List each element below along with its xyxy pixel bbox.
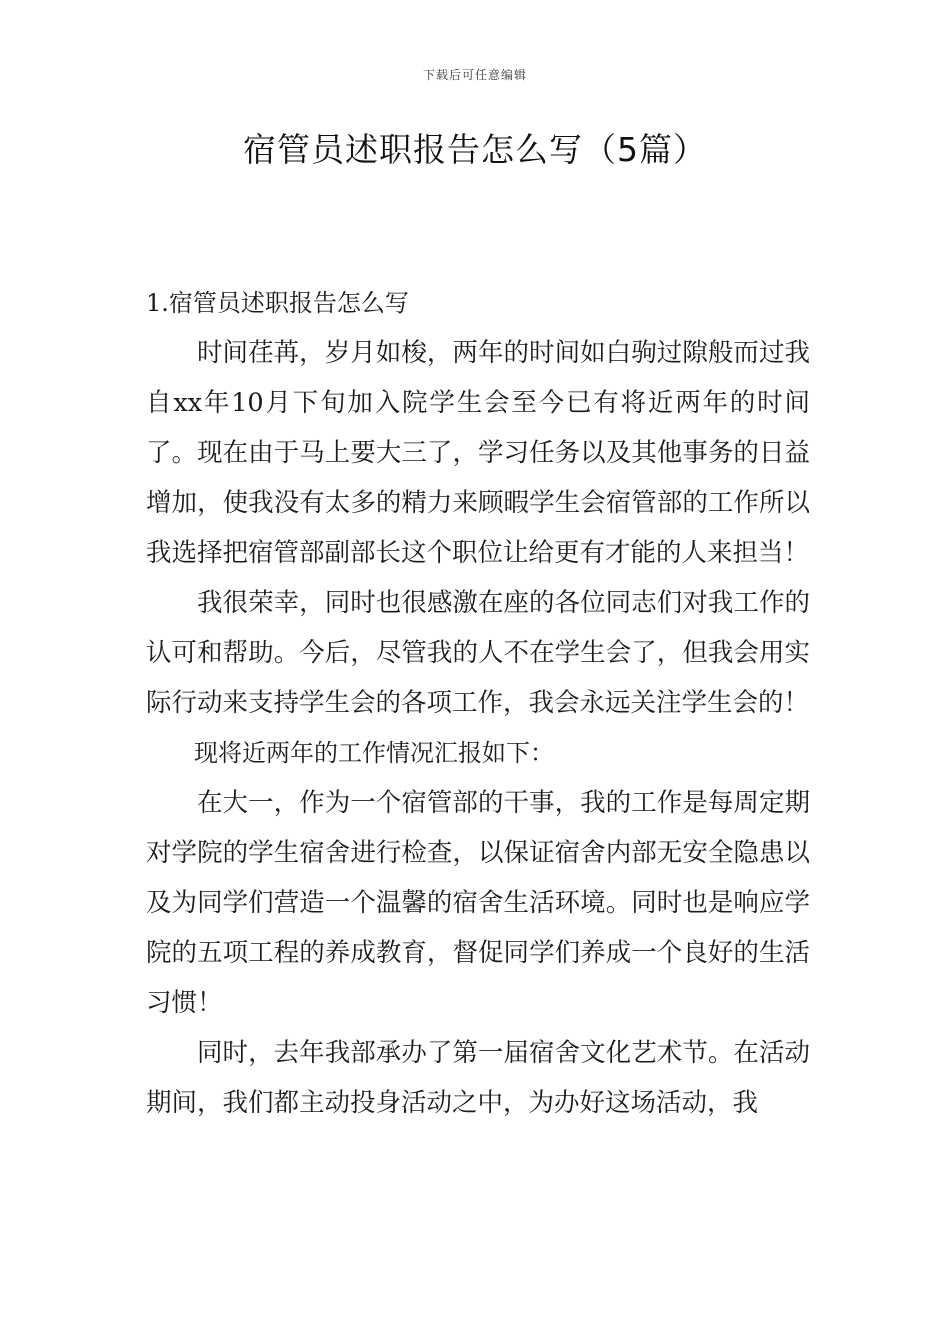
paragraph-1: 时间荏苒，岁月如梭，两年的时间如白驹过隙般而过我自xx年10月下旬加入院学生会至今已有将近两年的时间了。现在由于马上要大三了，学习任务以及其他事务的日益增加，使我没有太多的精力来顾暇学生会宿管部的工作所以我选择把宿管部副部长这个职位让给更有才能的人来担当！	[146, 338, 810, 568]
section-heading: 1.宿管员述职报告怎么写	[146, 289, 409, 317]
header-note: 下载后可任意编辑	[422, 68, 527, 82]
paragraph-4: 在大一，作为一个宿管部的干事，我的工作是每周定期对学院的学生宿舍进行检查，以保证宿舍内部无安全隐患以及为同学们营造一个温馨的宿舍生活环境。同时也是响应学院的五项工程的养成教育，督促同学们养成一个良好的生活习惯！	[146, 788, 810, 1018]
paragraph-5: 同时，去年我部承办了第一届宿舍文化艺术节。在活动期间，我们都主动投身活动之中，为办好这场活动，我	[146, 1038, 810, 1118]
paragraph-2: 我很荣幸，同时也很感激在座的各位同志们对我工作的认可和帮助。今后，尽管我的人不在学生会了，但我会用实际行动来支持学生会的各项工作，我会永远关注学生会的！	[146, 588, 810, 718]
document-title: 宿管员述职报告怎么写（5篇）	[243, 130, 707, 169]
document-body	[146, 278, 810, 1128]
paragraph-3: 现将近两年的工作情况汇报如下：	[194, 739, 554, 767]
